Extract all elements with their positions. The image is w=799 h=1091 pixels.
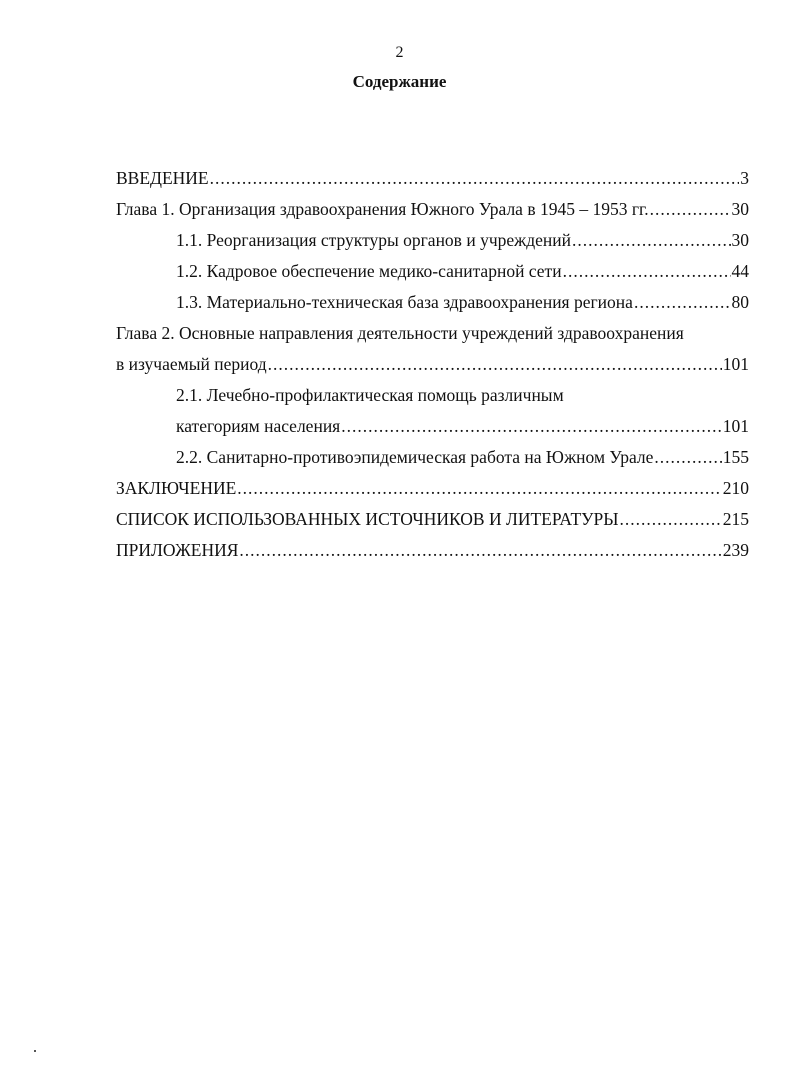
- dot-leader: [654, 442, 721, 473]
- toc-entry-page: 44: [731, 261, 749, 281]
- toc-entry-appendices[interactable]: [116, 535, 749, 566]
- toc-entry-label: 1.1. Реорганизация структуры органов и учреждений: [176, 230, 571, 250]
- toc-entry-page: 30: [731, 199, 749, 219]
- toc-entry-label: 1.2. Кадровое обеспечение медико-санитарной сети: [176, 261, 562, 281]
- toc-entry-references[interactable]: [116, 504, 749, 535]
- toc-entry-page: 101: [722, 416, 749, 436]
- table-of-contents: [116, 163, 749, 566]
- toc-entry-label: в изучаемый период: [116, 354, 267, 374]
- toc-entry-section-1-2[interactable]: [116, 256, 749, 287]
- dot-leader: [634, 287, 731, 318]
- toc-entry-page: 215: [722, 509, 749, 529]
- toc-entry-page: 210: [722, 478, 749, 498]
- toc-entry-page: 155: [722, 447, 749, 467]
- dot-leader: [563, 256, 731, 287]
- dot-leader: [572, 225, 731, 256]
- dot-leader: [620, 504, 722, 535]
- dot-leader: [650, 194, 731, 225]
- dot-leader: [239, 535, 721, 566]
- toc-entry-page: 239: [722, 540, 749, 560]
- toc-entry-label: Глава 2. Основные направления деятельности учреждений здравоохранения: [116, 323, 684, 343]
- toc-entry-page: 30: [731, 230, 749, 250]
- toc-entry-label: 2.2. Санитарно-противоэпидемическая работа на Южном Урале: [176, 447, 654, 467]
- toc-entry-chapter-1[interactable]: [116, 194, 749, 225]
- toc-entry-label: 2.1. Лечебно-профилактическая помощь различным: [176, 385, 564, 405]
- toc-entry-section-1-3[interactable]: [116, 287, 749, 318]
- toc-entry-label: 1.3. Материально-техническая база здравоохранения региона: [176, 292, 633, 312]
- toc-entry-page: 80: [731, 292, 749, 312]
- toc-entry-label: категориям населения: [176, 416, 341, 436]
- dot-leader: [341, 411, 722, 442]
- dot-leader: [237, 473, 721, 504]
- dot-leader: [210, 163, 740, 194]
- toc-entry-introduction[interactable]: [116, 163, 749, 194]
- page-number: 2: [395, 44, 404, 61]
- toc-entry-label: ЗАКЛЮЧЕНИЕ: [116, 478, 237, 498]
- toc-title: Содержание: [352, 72, 447, 91]
- scan-speck: [34, 1050, 36, 1052]
- toc-entry-label: СПИСОК ИСПОЛЬЗОВАННЫХ ИСТОЧНИКОВ И ЛИТЕРАТУРЫ: [116, 509, 619, 529]
- toc-entry-label: Глава 1. Организация здравоохранения Южного Урала в 1945 – 1953 гг.: [116, 199, 649, 219]
- toc-entry-section-2-1-continued[interactable]: [116, 411, 749, 442]
- toc-entry-page: 3: [740, 168, 749, 188]
- toc-entry-section-2-1[interactable]: [116, 380, 749, 411]
- toc-entry-label: ПРИЛОЖЕНИЯ: [116, 540, 239, 560]
- toc-entry-page: 101: [722, 354, 749, 374]
- dot-leader: [268, 349, 722, 380]
- toc-entry-label: ВВЕДЕНИЕ: [116, 168, 209, 188]
- toc-entry-chapter-2-continued[interactable]: [116, 349, 749, 380]
- toc-entry-section-2-2[interactable]: [116, 442, 749, 473]
- toc-entry-section-1-1[interactable]: [116, 225, 749, 256]
- toc-entry-chapter-2[interactable]: [116, 318, 749, 349]
- toc-entry-conclusion[interactable]: [116, 473, 749, 504]
